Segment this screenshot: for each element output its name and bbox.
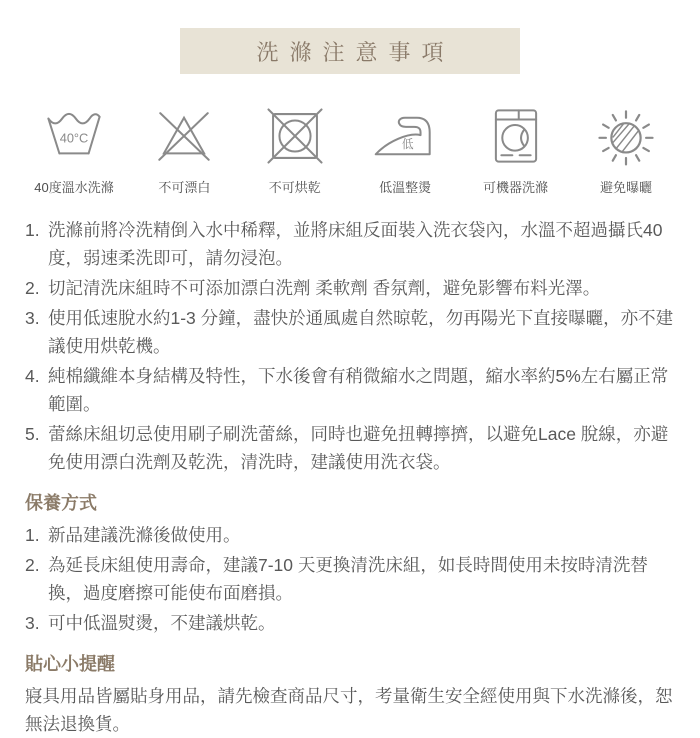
iron-low-text: 低 bbox=[401, 136, 414, 151]
item-number: 1. bbox=[25, 220, 40, 240]
item-text: 洗滌前將冷洗精倒入水中稀釋，並將床組反面裝入洗衣袋內，水溫不超過攝氏40度，弱速柔洗即可，請勿浸泡。 bbox=[48, 220, 663, 268]
icon-label-no-bleach: 不可漂白 bbox=[158, 180, 211, 195]
icon-label-iron-low: 低溫整燙 bbox=[379, 180, 432, 195]
care-icon-machine-washable bbox=[466, 104, 566, 196]
icon-label-wash-40: 40度溫水洗滌 bbox=[34, 180, 114, 195]
item-number: 2. bbox=[25, 278, 40, 298]
washing-machine-icon bbox=[484, 104, 548, 168]
item-text: 使用低速脫水約1-3 分鐘，盡快於通風處自然晾乾，勿再陽光下直接曝曬，亦不建議使用烘乾機。 bbox=[48, 308, 674, 356]
item-text: 為延長床組使用壽命，建議7-10 天更換清洗床組，如長時間使用未按時清洗替換，過度磨擦可能使布面磨損。 bbox=[48, 555, 648, 603]
care-method-item bbox=[25, 551, 675, 607]
item-number: 4. bbox=[25, 366, 40, 386]
item-number: 3. bbox=[25, 613, 40, 633]
item-text: 蕾絲床組切忌使用刷子刷洗蕾絲，同時也避免扭轉擰擠，以避免Lace 脫線，亦避免使用漂白洗劑及乾洗，清洗時，建議使用洗衣袋。 bbox=[48, 424, 669, 472]
care-method-item bbox=[25, 521, 675, 549]
wash-tub-40-icon bbox=[42, 104, 106, 168]
wash-temp-text: 40°C bbox=[59, 130, 89, 146]
icon-label-machine-washable: 可機器洗滌 bbox=[483, 180, 549, 195]
item-number: 1. bbox=[25, 525, 40, 545]
icon-label-no-tumble-dry: 不可烘乾 bbox=[268, 180, 321, 195]
care-icon-no-tumble-dry bbox=[245, 104, 345, 196]
washing-instruction-item bbox=[25, 304, 675, 360]
care-method-heading: 保養方式 bbox=[25, 493, 97, 513]
item-text: 新品建議洗滌後做使用。 bbox=[48, 525, 241, 545]
icon-label-avoid-sun: 避免曝曬 bbox=[599, 180, 652, 195]
washing-instruction-item bbox=[25, 362, 675, 418]
instructions-content bbox=[25, 216, 675, 738]
care-icon-avoid-sun bbox=[576, 104, 676, 196]
no-bleach-icon bbox=[152, 104, 216, 168]
item-number: 3. bbox=[25, 308, 40, 328]
title-banner bbox=[180, 28, 520, 74]
item-text: 可中低溫熨燙，不建議烘乾。 bbox=[48, 613, 276, 633]
iron-low-icon bbox=[373, 104, 437, 168]
item-text: 切記清洗床組時不可添加漂白洗劑 柔軟劑 香氛劑，避免影響布料光澤。 bbox=[48, 278, 601, 298]
care-icon-iron-low bbox=[355, 104, 455, 196]
reminder-text: 寢具用品皆屬貼身用品，請先檢查商品尺寸，考量衛生安全經使用與下水洗滌後，恕無法退換貨。 bbox=[25, 686, 673, 734]
item-number: 5. bbox=[25, 424, 40, 444]
washing-instruction-item bbox=[25, 216, 675, 272]
page-title: 洗滌注意事項 bbox=[256, 39, 455, 65]
washing-instruction-item bbox=[25, 420, 675, 476]
care-icon-wash-40 bbox=[24, 104, 124, 196]
item-number: 2. bbox=[25, 555, 40, 575]
avoid-sun-icon bbox=[594, 104, 658, 168]
care-method-item bbox=[25, 609, 675, 637]
care-instructions-page bbox=[0, 28, 700, 734]
no-tumble-dry-icon bbox=[263, 104, 327, 168]
item-text: 純棉纖維本身結構及特性，下水後會有稍微縮水之問題，縮水率約5%左右屬正常範圍。 bbox=[48, 366, 669, 414]
care-icon-no-bleach bbox=[134, 104, 234, 196]
washing-instruction-item bbox=[25, 274, 675, 302]
care-icons-row bbox=[24, 104, 676, 196]
reminder-heading: 貼心小提醒 bbox=[25, 654, 115, 674]
